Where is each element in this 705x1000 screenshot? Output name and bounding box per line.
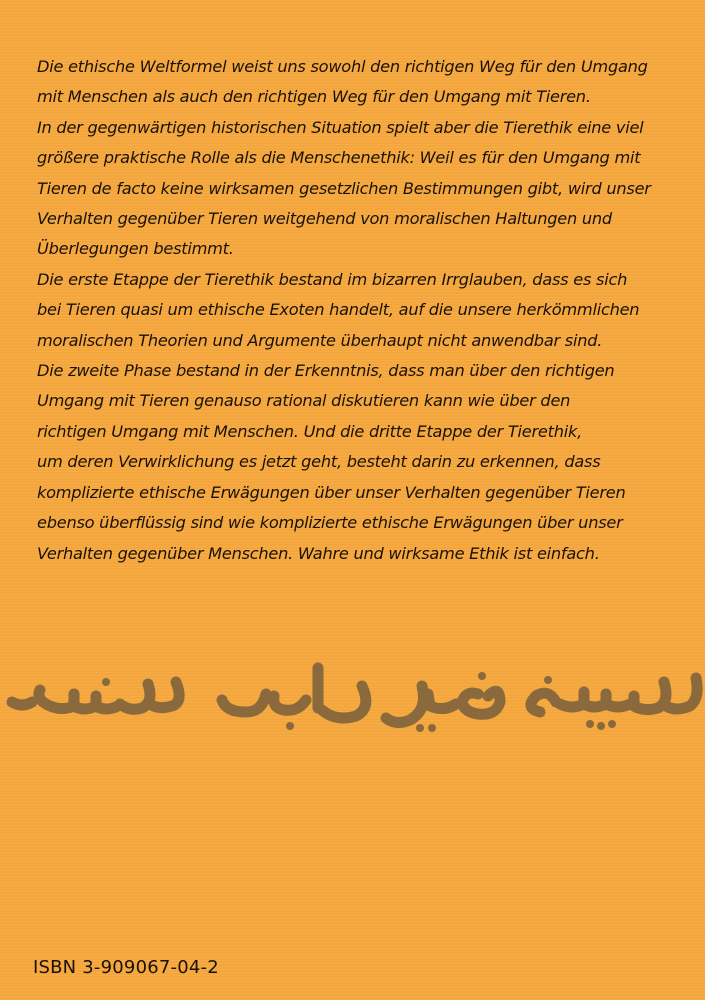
blurb-line: In der gegenwärtigen historischen Situation spielt aber die Tierethik eine viel	[37, 117, 644, 137]
blurb-line: bei Tieren quasi um ethische Exoten handelt, auf die unsere herkömmlichen	[37, 300, 640, 320]
blurb-line: Die zweite Phase bestand in der Erkenntnis, dass man über den richtigen	[37, 361, 615, 381]
blurb-line: richtigen Umgang mit Menschen. Und die dritte Etappe der Tierethik,	[37, 421, 582, 441]
blurb-text	[37, 52, 677, 569]
blurb-line: Verhalten gegenüber Menschen. Wahre und wirksame Ethik ist einfach.	[37, 543, 600, 563]
blurb-line: um deren Verwirklichung es jetzt geht, besteht darin zu erkennen, dass	[37, 452, 601, 472]
blurb-line: Überlegungen bestimmt.	[37, 239, 234, 259]
blurb-line: größere praktische Rolle als die Menschenethik: Weil es für den Umgang mit	[37, 148, 641, 168]
arabic-calligraphy	[0, 646, 705, 736]
blurb-line: Die erste Etappe der Tierethik bestand im bizarren Irrglauben, dass es sich	[37, 269, 628, 289]
blurb-line: Verhalten gegenüber Tieren weitgehend von moralischen Haltungen und	[37, 209, 612, 229]
isbn-number: ISBN 3-909067-04-2	[33, 957, 219, 978]
blurb-line: mit Menschen als auch den richtigen Weg für den Umgang mit Tieren.	[37, 87, 591, 107]
blurb-line: Tieren de facto keine wirksamen gesetzlichen Bestimmungen gibt, wird unser	[37, 178, 651, 198]
blurb-line: moralischen Theorien und Argumente überhaupt nicht anwendbar sind.	[37, 330, 603, 350]
blurb-line: Die ethische Weltformel weist uns sowohl den richtigen Weg für den Umgang	[37, 57, 648, 76]
blurb-line: komplizierte ethische Erwägungen über unser Verhalten gegenüber Tieren	[37, 482, 626, 502]
arabic-calligraphy-drawing	[0, 646, 705, 736]
blurb-line: ebenso überflüssig sind wie komplizierte ethische Erwägungen über unser	[37, 513, 623, 533]
blurb-line: Umgang mit Tieren genauso rational diskutieren kann wie über den	[37, 391, 571, 411]
